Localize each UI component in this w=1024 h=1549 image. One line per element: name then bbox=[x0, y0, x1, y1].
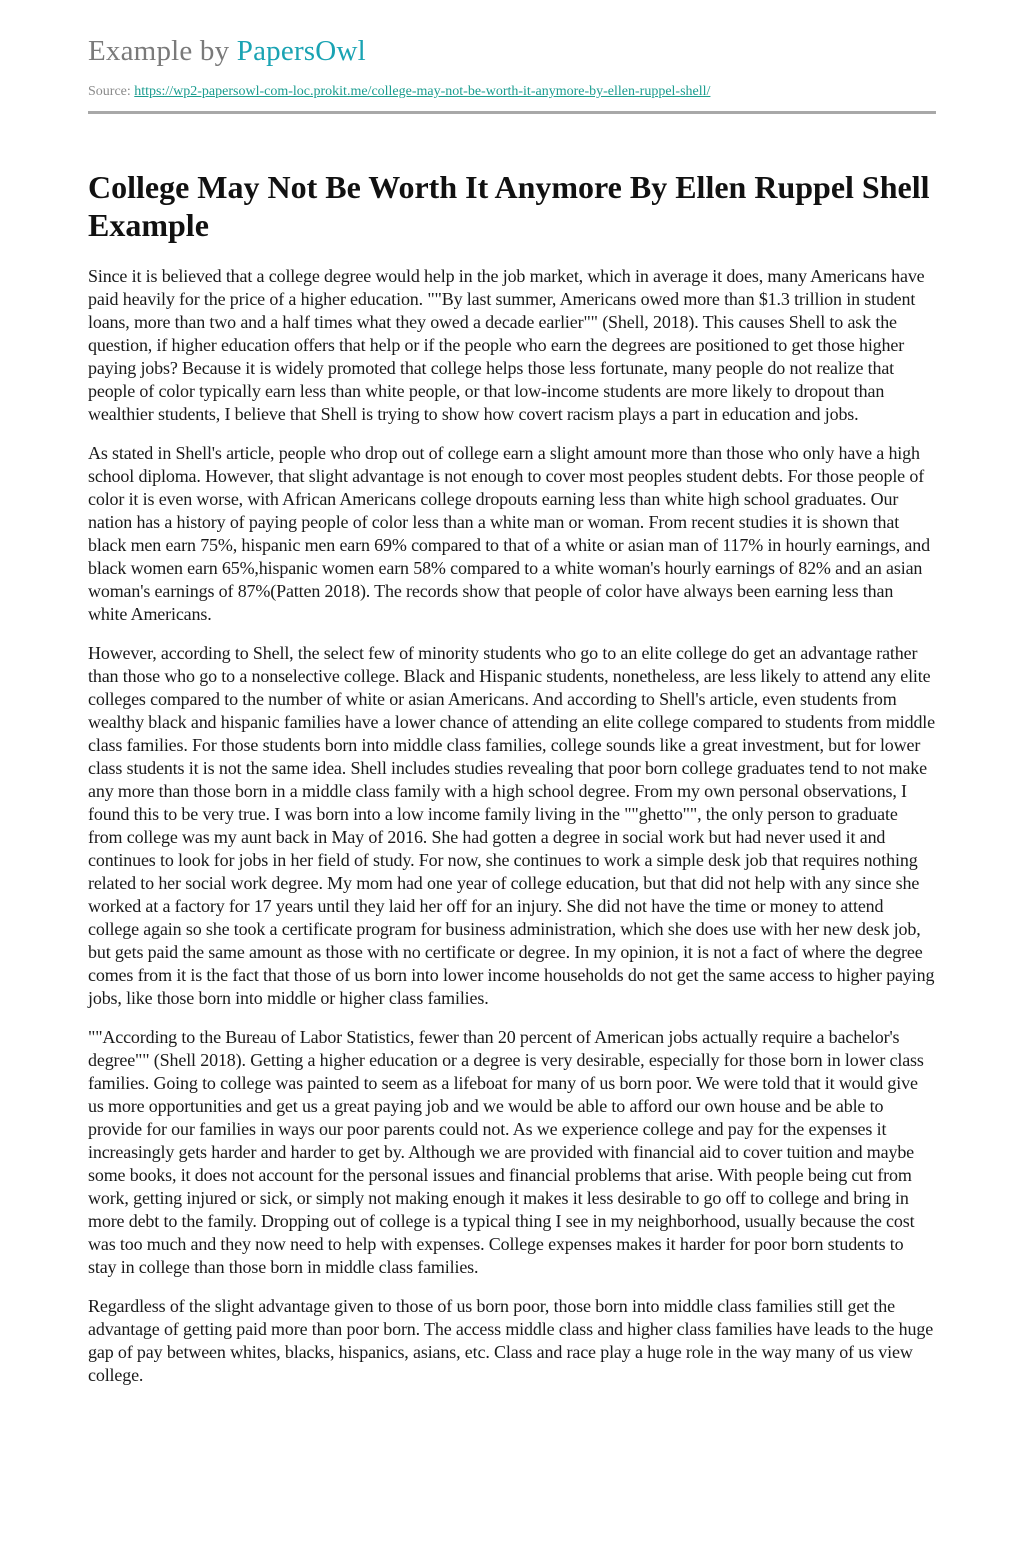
paragraph: As stated in Shell's article, people who drop out of college earn a slight amount more than those who only have a high school diploma. However, that slight advantage is not enough to cover most peoples student debts. For those people of color it is even worse, with African Americans college dropouts earning less than white high school graduates. Our nation has a history of paying people of color less than a white man or woman. From recent studies it is shown that black men earn 75%, hispanic men earn 69% compared to that of a white or asian man of 117% in hourly earnings, and black women earn 65%,hispanic women earn 58% compared to a white woman's hourly earnings of 82% and an asian woman's earnings of 87%(Patten 2018). The records show that people of color have always been earning less than white Americans. bbox=[88, 443, 930, 624]
brand-logo-text[interactable]: PapersOwl bbox=[236, 35, 366, 67]
brand-prefix: Example by bbox=[88, 35, 237, 67]
paragraph: ""According to the Bureau of Labor Statistics, fewer than 20 percent of American jobs actually require a bachelor's degree"" (Shell 2018). Getting a higher education or a degree is very desirable, especially for those born in lower class families. Going to college was painted to seem as a lifeboat for many of us born poor. We were told that it would give us more opportunities and get us a great paying job and we would be able to afford our own house and be able to provide for our families in ways our poor parents could not. As we experience college and pay for the expenses it increasingly gets harder and harder to get by. Although we are provided with financial aid to cover tuition and maybe some books, it does not account for the personal issues and financial problems that arise. With people being cut from work, getting injured or sick, or simply not making enough it makes it less desirable to go off to college and bring in more debt to the family. Dropping out of college is a typical thing I see in my neighborhood, usually because the cost was too much and they now need to help with expenses. College expenses makes it harder for poor born students to stay in college than those born in middle class families. bbox=[88, 1027, 924, 1277]
source-label: Source: bbox=[88, 84, 135, 99]
page-title: College May Not Be Worth It Anymore By Ellen Ruppel Shell Example bbox=[88, 169, 930, 243]
source-link[interactable]: https://wp2-papersowl-com-loc.prokit.me/college-may-not-be-worth-it-anymore-by-ellen-ruppel-shell/ bbox=[134, 84, 711, 99]
source-line bbox=[88, 83, 936, 101]
brand-header bbox=[88, 33, 936, 69]
header-divider bbox=[88, 111, 936, 114]
paragraph: Regardless of the slight advantage given to those of us born poor, those born into middle class families still get the advantage of getting paid more than poor born. The access middle class and higher class families have leads to the huge gap of pay between whites, blacks, hispanics, asians, etc. Class and race play a huge role in the way many of us view college. bbox=[88, 1296, 934, 1385]
article-body bbox=[88, 265, 936, 1387]
document-page bbox=[88, 0, 936, 1403]
paragraph: However, according to Shell, the select few of minority students who go to an elite college do get an advantage rather than those who go to a nonselective college. Black and Hispanic students, nonetheless, are less likely to attend any elite colleges compared to the number of white or asian Americans. And according to Shell's article, even students from wealthy black and hispanic families have a lower chance of attending an elite college compared to students from middle class families. For those students born into middle class families, college sounds like a great investment, but for lower class students it is not the same idea. Shell includes studies revealing that poor born college graduates tend to not make any more than those born in a middle class family with a high school degree. From my own personal observations, I found this to be very true. I was born into a low income family living in the ""ghetto"", the only person to graduate from college was my aunt back in May of 2016. She had gotten a degree in social work but had never used it and continues to look for jobs in her field of study. For now, she continues to work a simple desk job that requires nothing related to her social work degree. My mom had one year of college education, but that did not help with any since she worked at a factory for 17 years until they laid her off for an injury. She did not have the time or money to attend college again so she took a certificate program for business administration, which she does use with her new desk job, but gets paid the same amount as those with no certificate or degree. In my opinion, it is not a fact of where the degree comes from it is the fact that those of us born into lower income households do not get the same access to higher paying jobs, like those born into middle or higher class families. bbox=[88, 643, 935, 1008]
paragraph: Since it is believed that a college degree would help in the job market, which in average it does, many Americans have paid heavily for the price of a higher education. ""By last summer, Americans owed more than $1.3 trillion in student loans, more than two and a half times what they owed a decade earlier"" (Shell, 2018). This causes Shell to ask the question, if higher education offers that help or if the people who earn the degrees are positioned to get those higher paying jobs? Because it is widely promoted that college helps those less fortunate, many people do not realize that people of color typically earn less than white people, or that low-income students are more likely to dropout than wealthier students, I believe that Shell is trying to show how covert racism plays a part in education and jobs. bbox=[88, 266, 925, 424]
